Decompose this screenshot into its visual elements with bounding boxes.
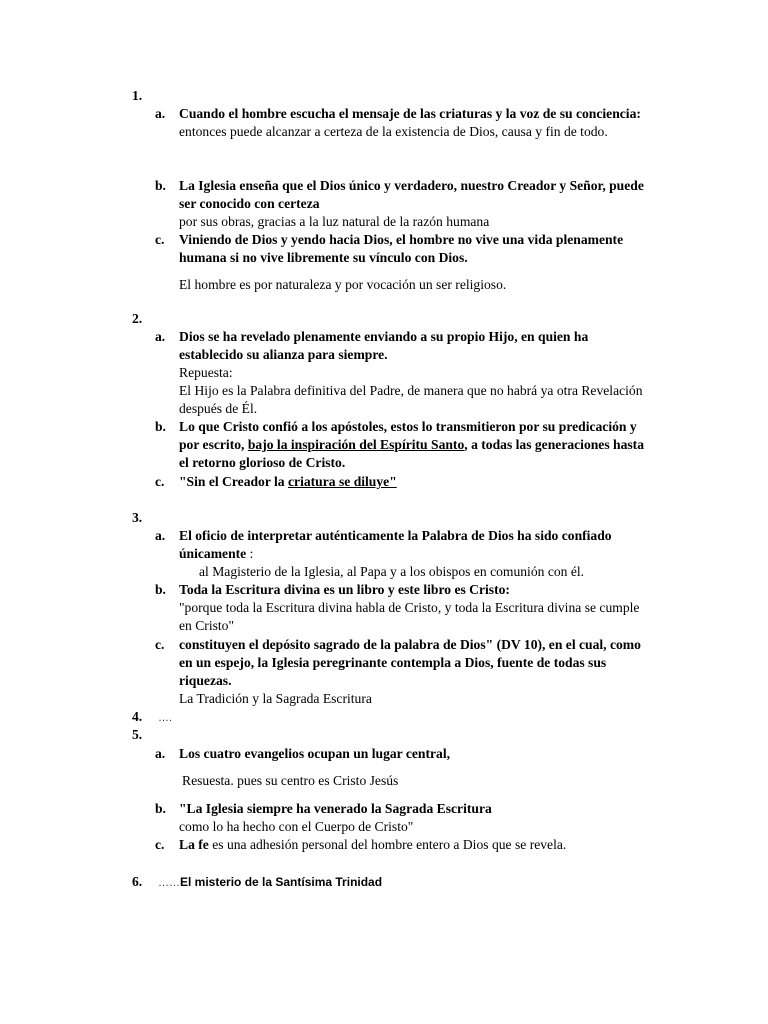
q3-item-a <box>155 527 655 581</box>
question-number-5: 5. <box>132 727 143 742</box>
q1-item-c <box>155 231 655 267</box>
q3b-question: Toda la Escritura divina es un libro y este libro es Cristo: <box>179 582 510 597</box>
q5c-text <box>179 836 655 854</box>
q5a-answer: Resuesta. pues su centro es Cristo Jesús <box>182 773 399 788</box>
q6-title: El misterio de la Santísima Trinidad <box>180 875 383 889</box>
q3b-answer: "porque toda la Escritura divina habla de Cristo, y toda la Escritura divina se cumple en Cristo" <box>179 600 640 633</box>
item-label: c. <box>155 232 165 247</box>
q6-line <box>158 873 382 892</box>
q6-dots: …… <box>158 877 180 889</box>
q2a-question: Dios se ha revelado plenamente enviando a su propio Hijo, en quien ha establecido su alianza para siempre. <box>179 329 589 362</box>
item-label: a. <box>155 746 166 761</box>
q3c-question: constituyen el depósito sagrado de la palabra de Dios" (DV 10), en el cual, como en un espejo, la Iglesia peregrinante contempla a Dios, fuente de todas sus riquezas. <box>179 637 641 688</box>
q2b-text-2: , a todas las generaciones hasta el retorno glorioso de Cristo. <box>179 437 645 470</box>
q5c-bold: La fe <box>179 837 209 852</box>
q1b-question: La Iglesia enseña que el Dios único y verdadero, nuestro Creador y Señor, puede ser conocido con certeza <box>179 178 644 211</box>
q1a-answer: entonces puede alcanzar a certeza de la existencia de Dios, causa y fin de todo. <box>179 124 608 139</box>
question-number-1: 1. <box>132 88 143 103</box>
q2-item-a <box>155 328 655 418</box>
q3a-answer: al Magisterio de la Iglesia, al Papa y a los obispos en comunión con él. <box>199 564 585 579</box>
q3a-question-line <box>179 527 655 563</box>
question-number-4: 4. <box>132 709 143 724</box>
item-label: b. <box>155 178 166 193</box>
q1c-question: Viniendo de Dios y yendo hacia Dios, el hombre no vive una vida plenamente humana si no vive libremente su vínculo con Dios. <box>179 232 624 265</box>
q1-item-b <box>155 177 655 231</box>
q2-item-b <box>155 418 655 472</box>
q5b-question: "La Iglesia siempre ha venerado la Sagrada Escritura <box>179 801 492 816</box>
q1-item-a <box>155 105 655 141</box>
q1c-answer: El hombre es por naturaleza y por vocación un ser religioso. <box>179 277 507 292</box>
question-number-3: 3. <box>132 510 143 525</box>
q5c-rest: es una adhesión personal del hombre entero a Dios que se revela. <box>208 837 567 852</box>
q2b-underlined: bajo la inspiración del Espíritu Santo <box>247 437 465 452</box>
item-label: a. <box>155 329 166 344</box>
item-label: a. <box>155 106 166 121</box>
q3-item-c <box>155 636 655 708</box>
q5-item-b <box>155 800 655 836</box>
q2b-text-1: Lo que Cristo confió a los apóstoles, estos lo transmitieron por su predicación y por escrito, <box>179 419 637 452</box>
q2b-question <box>179 418 655 472</box>
q3-item-b <box>155 581 655 635</box>
question-number-2: 2. <box>132 311 143 326</box>
item-label: c. <box>155 837 165 852</box>
q3a-suffix: : <box>246 546 254 561</box>
q2c-question <box>179 473 655 491</box>
q4-dots: …. <box>158 712 173 724</box>
item-label: c. <box>155 637 165 652</box>
q2a-answer-label: Repuesta: <box>179 365 233 380</box>
q3c-answer: La Tradición y la Sagrada Escritura <box>179 691 372 706</box>
q1a-question: Cuando el hombre escucha el mensaje de las criaturas y la voz de su conciencia: <box>179 106 641 121</box>
q2c-underlined: criatura se diluye" <box>288 474 397 489</box>
question-number-6: 6. <box>132 874 143 889</box>
q2-item-c <box>155 473 655 491</box>
q5-item-a <box>155 745 655 763</box>
item-label: a. <box>155 528 166 543</box>
q5-item-c <box>155 836 655 854</box>
q5a-question: Los cuatro evangelios ocupan un lugar central, <box>179 746 451 761</box>
q5b-answer: como lo ha hecho con el Cuerpo de Cristo" <box>179 819 414 834</box>
q2c-text-1: "Sin el Creador la <box>179 474 289 489</box>
q1b-answer: por sus obras, gracias a la luz natural de la razón humana <box>179 214 490 229</box>
item-label: b. <box>155 801 166 816</box>
item-label: b. <box>155 419 166 434</box>
q3a-question: El oficio de interpretar auténticamente la Palabra de Dios ha sido confiado únicamente <box>179 528 612 561</box>
item-label: b. <box>155 582 166 597</box>
item-label: c. <box>155 474 165 489</box>
q2a-answer: El Hijo es la Palabra definitiva del Padre, de manera que no habrá ya otra Revelación después de Él. <box>179 383 643 416</box>
